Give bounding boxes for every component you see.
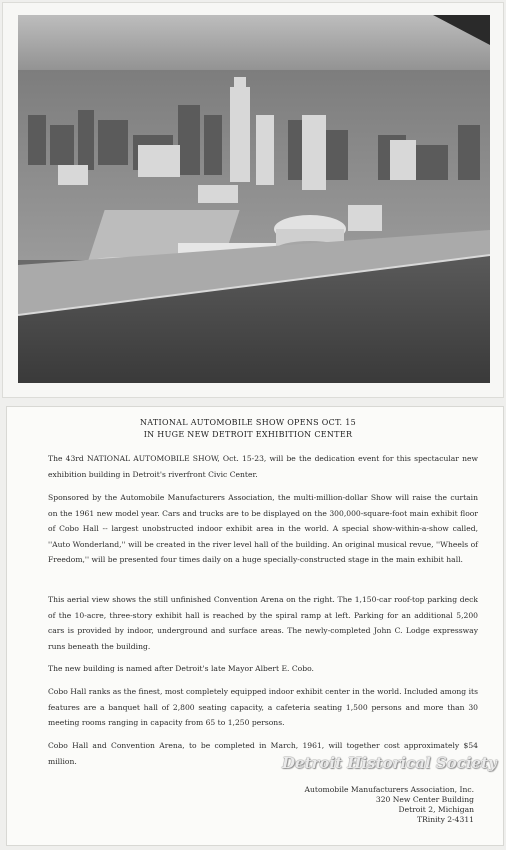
aerial-photograph <box>18 15 490 383</box>
paragraph-intro: The 43rd NATIONAL AUTOMOBILE SHOW, Oct. 15-23, will be the dedication event for this spectacular new exhibition building in Detroit's riverfront Civic Center. <box>48 454 478 479</box>
signature-city: Detroit 2, Michigan <box>398 805 474 814</box>
photo-mount <box>2 2 504 398</box>
paragraph-naming: The new building is named after Detroit's late Mayor Albert E. Cobo. <box>48 664 314 673</box>
paragraph-cost: Cobo Hall and Convention Arena, to be completed in March, 1961, will together cost approximately $54 million. <box>48 741 478 766</box>
paragraph-aerial-view: This aerial view shows the still unfinished Convention Arena on the right. The 1,150-car roof-top parking deck of the 10-acre, three-story exhibit hall is reached by the spiral ramp at left. Parking for an additional 5,200 cars is provided by indoor, underground and surface areas. The newly-completed John C. Lodge expressway runs beneath the building. <box>48 595 478 651</box>
headline-line-1: NATIONAL AUTOMOBILE SHOW OPENS OCT. 15 <box>139 418 357 427</box>
watermark: Detroit Historical Society <box>282 754 497 772</box>
signature-organization: Automobile Manufacturers Association, Inc. <box>304 785 474 794</box>
paragraph-sponsorship: Sponsored by the Automobile Manufacturers Association, the multi-million-dollar Show will raise the curtain on the 1961 new model year. Cars and trucks are to be displayed on the 300,000-square-foot main exhibit floor of Cobo Hall -- largest unobstructed indoor exhibit area in the world. A special show-within-a-show called, ''Auto Wonderland,'' will be created in the river level hall of the building. An original musical revue, ''Wheels of Freedom,'' will be presented four times daily on a huge specially-constructed stage in the main exhibit hall. <box>48 493 478 565</box>
headline-line-2: IN HUGE NEW DETROIT EXHIBITION CENTER <box>143 430 353 439</box>
signature-phone: TRinity 2-4311 <box>416 815 474 824</box>
paragraph-features: Cobo Hall ranks as the finest, most completely equipped indoor exhibit center in the world. Included among its features are a banquet hall of 2,800 seating capacity, a cafeteria seating 1,500 persons and more than 30 meeting rooms ranging in capacity from 65 to 1,250 persons. <box>48 687 478 728</box>
signature-block <box>260 785 474 825</box>
signature-address: 320 New Center Building <box>375 795 474 804</box>
